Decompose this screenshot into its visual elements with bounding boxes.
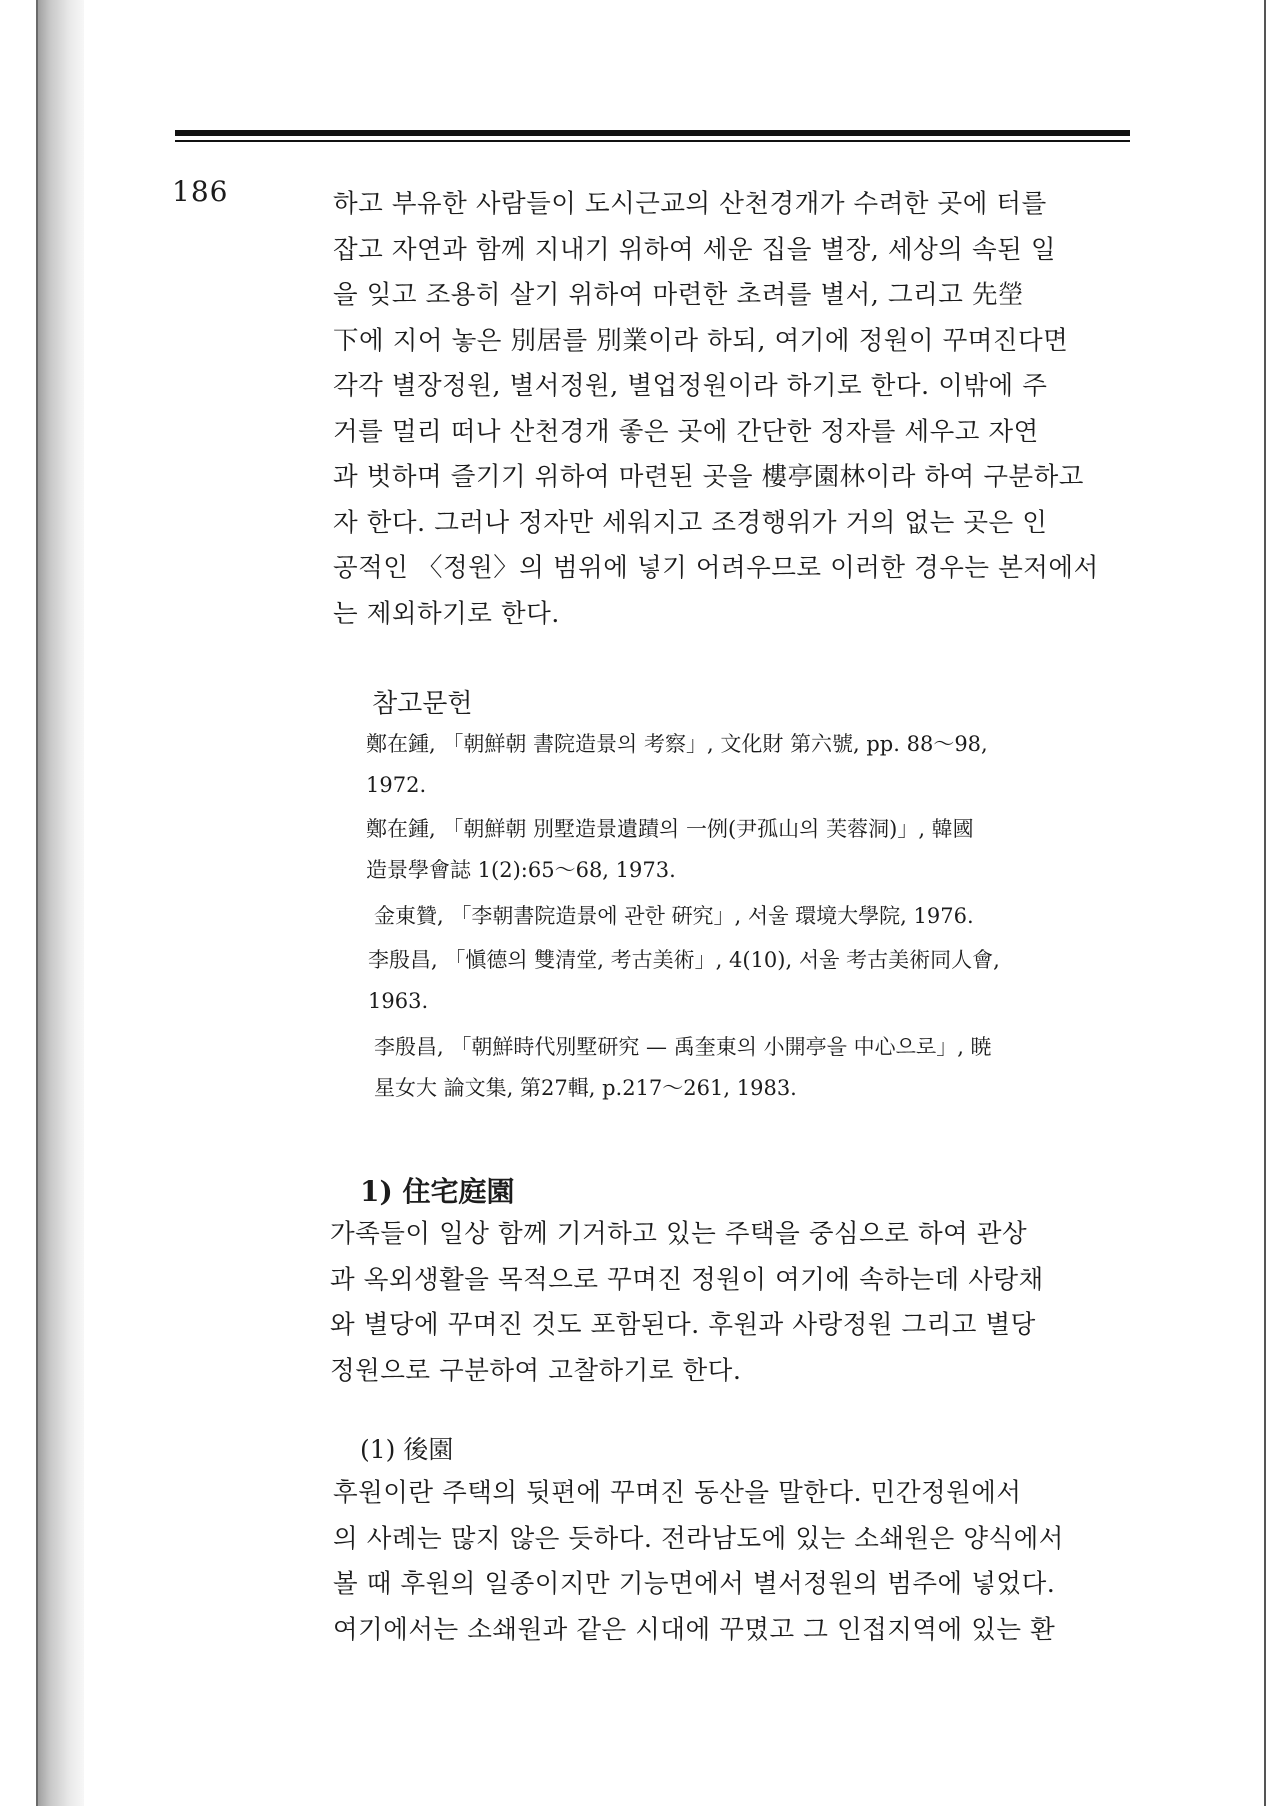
reference-line: 1972. (366, 773, 427, 797)
reference-line: 金東贊, 「李朝書院造景에 관한 硏究」, 서울 環境大學院, 1976. (374, 904, 974, 928)
reference-line: 星女大 論文集, 第27輯, p.217～261, 1983. (374, 1076, 797, 1100)
section-paragraph (330, 1212, 1130, 1394)
text-line: 과 벗하며 즐기기 위하여 마련된 곳을 樓亭園林이라 하여 구분하고 (333, 462, 1084, 492)
reference-line: 李殷昌, 「朝鮮時代別墅研究 — 禹奎東의 小開亭을 中心으로」, 暁 (374, 1035, 992, 1059)
text-line: 下에 지어 놓은 別居를 別業이라 하되, 여기에 정원이 꾸며진다면 (333, 325, 1069, 356)
text-line: 는 제외하기로 한다. (333, 598, 560, 629)
book-spine-shadow (36, 0, 84, 1806)
reference-line: 鄭在鍾, 「朝鮮朝 別墅造景遺蹟의 一例(尹孤山의 芙蓉洞)」, 韓國 (366, 817, 974, 841)
header-rule-thin (175, 140, 1130, 142)
header-rule-thick (175, 130, 1130, 136)
subsection-paragraph (333, 1471, 1133, 1653)
text-line: 공적인 〈정원〉의 범위에 넣기 어려우므로 이러한 경우는 본저에서 (333, 553, 1099, 583)
text-line: 후원이란 주택의 뒷편에 꾸며진 동산을 말한다. 민간정원에서 (333, 1478, 1022, 1508)
intro-paragraph (333, 182, 1123, 637)
reference-item (368, 940, 1000, 1022)
text-line: 정원으로 구분하여 고찰하기로 한다. (330, 1355, 742, 1386)
section-heading: 1) 住宅庭園 (360, 1175, 515, 1208)
reference-item (374, 896, 974, 937)
reference-line: 李殷昌, 「愼德의 雙清堂, 考古美術」, 4(10), 서울 考古美術同人會, (368, 948, 1000, 972)
text-line: 여기에서는 소쇄원과 같은 시대에 꾸몄고 그 인접지역에 있는 환 (333, 1614, 1056, 1645)
text-line: 잡고 자연과 함께 지내기 위하여 세운 집을 별장, 세상의 속된 일 (333, 234, 1056, 265)
text-line: 와 별당에 꾸며진 것도 포함된다. 후원과 사랑정원 그리고 별당 (330, 1310, 1036, 1340)
reference-item (366, 809, 974, 891)
text-line: 의 사례는 많지 않은 듯하다. 전라남도에 있는 소쇄원은 양식에서 (333, 1523, 1064, 1554)
reference-line: 鄭在鍾, 「朝鮮朝 書院造景의 考察」, 文化財 第六號, pp. 88～98, (366, 732, 988, 756)
text-line: 과 옥외생활을 목적으로 꾸며진 정원이 여기에 속하는데 사랑채 (330, 1264, 1044, 1295)
book-spine-edge (36, 0, 38, 1806)
text-line: 가족들이 일상 함께 기거하고 있는 주택을 중심으로 하여 관상 (330, 1219, 1028, 1249)
text-line: 하고 부유한 사람들이 도시근교의 산천경개가 수려한 곳에 터를 (333, 189, 1047, 219)
references-heading: 참고문헌 (372, 689, 473, 719)
reference-item (374, 1027, 992, 1109)
reference-line: 1963. (368, 989, 429, 1013)
subsection-heading: (1) 後園 (360, 1435, 454, 1464)
reference-item (366, 724, 988, 806)
page-number: 186 (172, 175, 229, 208)
text-line: 을 잊고 조용히 살기 위하여 마련한 초려를 별서, 그리고 先塋 (333, 280, 1024, 310)
reference-line: 造景學會誌 1(2):65～68, 1973. (366, 858, 676, 882)
text-line: 볼 때 후원의 일종이지만 기능면에서 별서정원의 범주에 넣었다. (333, 1569, 1056, 1599)
text-line: 자 한다. 그러나 정자만 세워지고 조경행위가 거의 없는 곳은 인 (333, 507, 1048, 538)
text-line: 거를 멀리 떠나 산천경개 좋은 곳에 간단한 정자를 세우고 자연 (333, 416, 1039, 447)
text-line: 각각 별장정원, 별서정원, 별업정원이라 하기로 한다. 이밖에 주 (333, 371, 1048, 401)
